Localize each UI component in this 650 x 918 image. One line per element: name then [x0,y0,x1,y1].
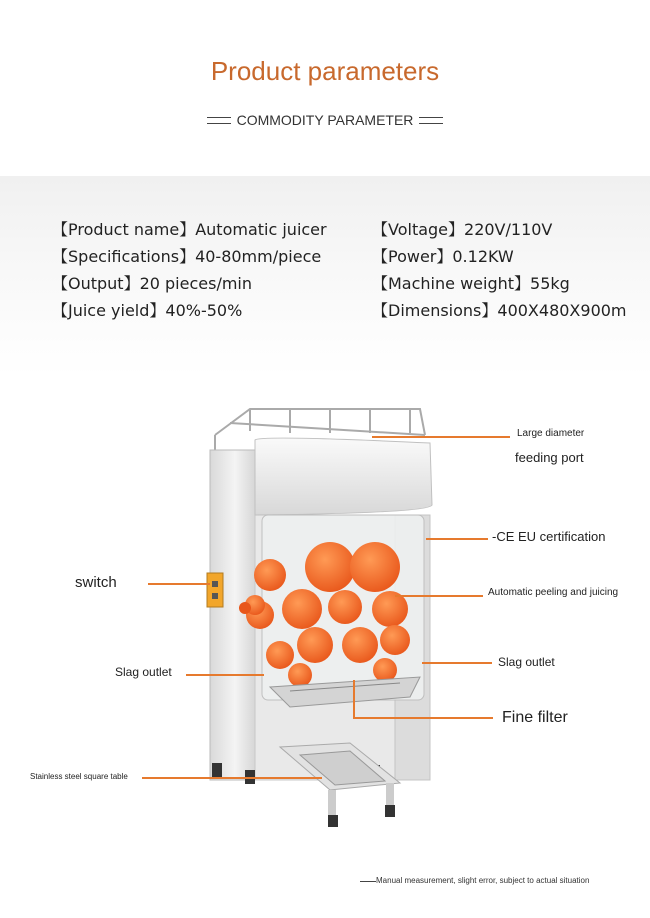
line-auto-peel [395,595,483,597]
footnote: Manual measurement, slight error, subject to actual situation [376,876,590,885]
params-left [52,216,327,324]
line-slag-left [186,674,264,676]
footnote-dash [360,881,376,882]
label-ce: -CE EU certification [492,529,606,544]
label-auto-peel: Automatic peeling and juicing [488,587,619,598]
line-fine-filter-h [353,717,493,719]
line-slag-right [422,662,492,664]
param-dimensions: 【Dimensions】400X480X900m [372,301,627,320]
line-fine-filter-v [353,680,355,718]
label-large-diameter: Large diameter [517,428,585,439]
subtitle-row [0,112,650,128]
line-table [142,777,322,779]
param-power: 【Power】0.12KW [372,247,514,266]
param-output: 【Output】20 pieces/min [52,274,253,293]
label-slag-left: Slag outlet [115,665,172,679]
label-feeding-port: feeding port [515,450,584,465]
subtitle: COMMODITY PARAMETER [236,112,414,128]
page-title: Product parameters [210,56,440,86]
hood [255,438,432,515]
params-right [372,216,627,324]
param-machine-weight: 【Machine weight】55kg [372,274,570,293]
param-voltage: 【Voltage】220V/110V [372,220,553,239]
switch-box [207,573,223,607]
line-ce [426,538,488,540]
divider-left [207,117,231,124]
line-switch [148,583,210,585]
label-slag-right: Slag outlet [498,655,555,669]
divider-right [419,117,443,124]
param-specifications: 【Specifications】40-80mm/piece [52,247,322,266]
param-product-name: 【Product name】Automatic juicer [52,220,327,239]
param-juice-yield: 【Juice yield】40%-50% [52,301,243,320]
line-feeding-port [372,436,510,438]
label-table: Stainless steel square table [30,772,128,781]
label-switch: switch [75,574,117,591]
label-fine-filter: Fine filter [502,709,568,726]
